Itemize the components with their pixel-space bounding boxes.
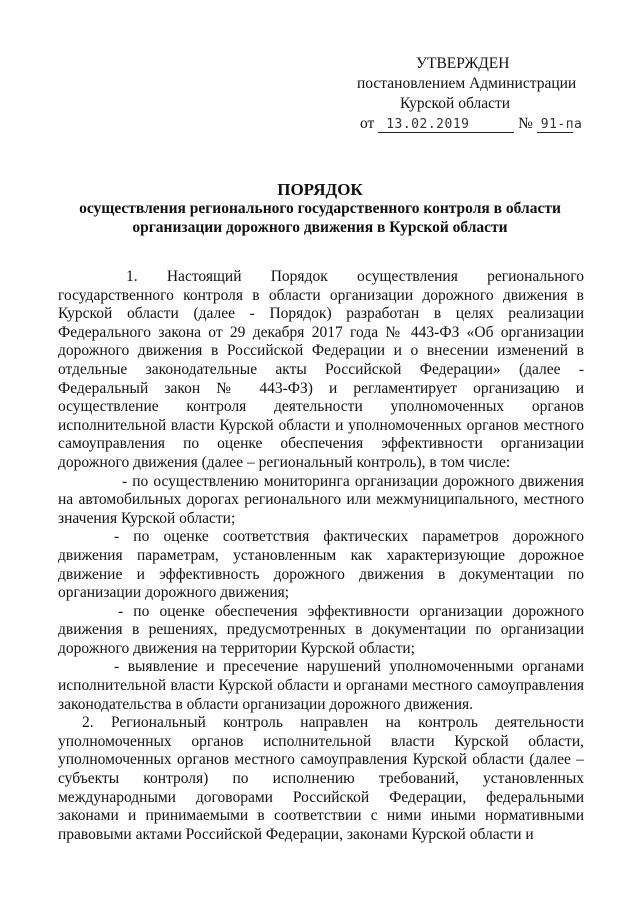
document-title: ПОРЯДОК [277,180,363,199]
paragraph-2: 2. Региональный контроль направлен на контроль деятельности уполномоченных органов исполнительной власти Курской области, уполномоченных органов местного самоуправления Курской области (далее – субъекты контроля) по исполнению требований, установленных международными договорами Российской Федерации, федеральными законами и принимаемыми в соответствии с ними иными нормативными правовыми актами Российской Федерации, законами Курской области и [58,714,584,843]
number-prefix: № [518,115,533,132]
list-item-violations: - выявление и пресечение нарушений уполномоченными органами исполнительной власти Курской области и органами местного самоуправления законодательства в области организации дорожного движения. [58,658,584,713]
paragraph-1: 1. Настоящий Порядок осуществления регионального государственного контроля в области организации дорожного движения в Курской области (далее - Порядок) разработан в целях реализации Федерального закона от 29 декабря 2017 года № 443-ФЗ «Об организации дорожного движения в Российской Федерации и о внесении изменений в отдельные законодательные акты Российской Федерации» (далее - Федеральный закон № 443-ФЗ) и регламентирует организацию и осуществление контроля деятельности уполномоченных органов исполнительной власти Курской области и уполномоченных органов местного самоуправления по оценке обеспечения эффективности организации дорожного движения (далее – региональный контроль), в том числе: [58,268,584,471]
document-subtitle-line-2: организации дорожного движения в Курской области [132,219,508,236]
list-item-efficiency: - по оценке обеспечения эффективности организации дорожного движения в решениях, предусмотренных в документации по организации дорожного движения на территории Курской области; [58,602,584,657]
approval-date-field [378,116,514,133]
list-item-monitoring: - по осуществлению мониторинга организации дорожного движения на автомобильных дорогах регионального или межмуниципального, местного значения Курской области; [58,472,584,527]
date-prefix: от [360,115,375,132]
approval-date-line [350,114,585,134]
approval-line-region: Курской области [400,95,511,112]
approval-stamp-block [350,54,585,134]
document-subtitle-line-1: осуществления регионального государственного контроля в области [79,200,561,217]
list-item-parameters: - по оценке соответствия фактических параметров дорожного движения параметрам, установленным как характеризующие дорожное движение и эффективность дорожного движения в документации по организации дорожного движения; [58,528,584,602]
approval-date-value: 13.02.2019 [386,117,470,132]
document-body [58,268,584,844]
approval-line-decree: постановлением Администрации [357,75,577,92]
approval-number-field [537,116,583,133]
approval-number-value: 91-па [540,117,583,132]
approval-title: УТВЕРЖДЕН [416,55,510,72]
